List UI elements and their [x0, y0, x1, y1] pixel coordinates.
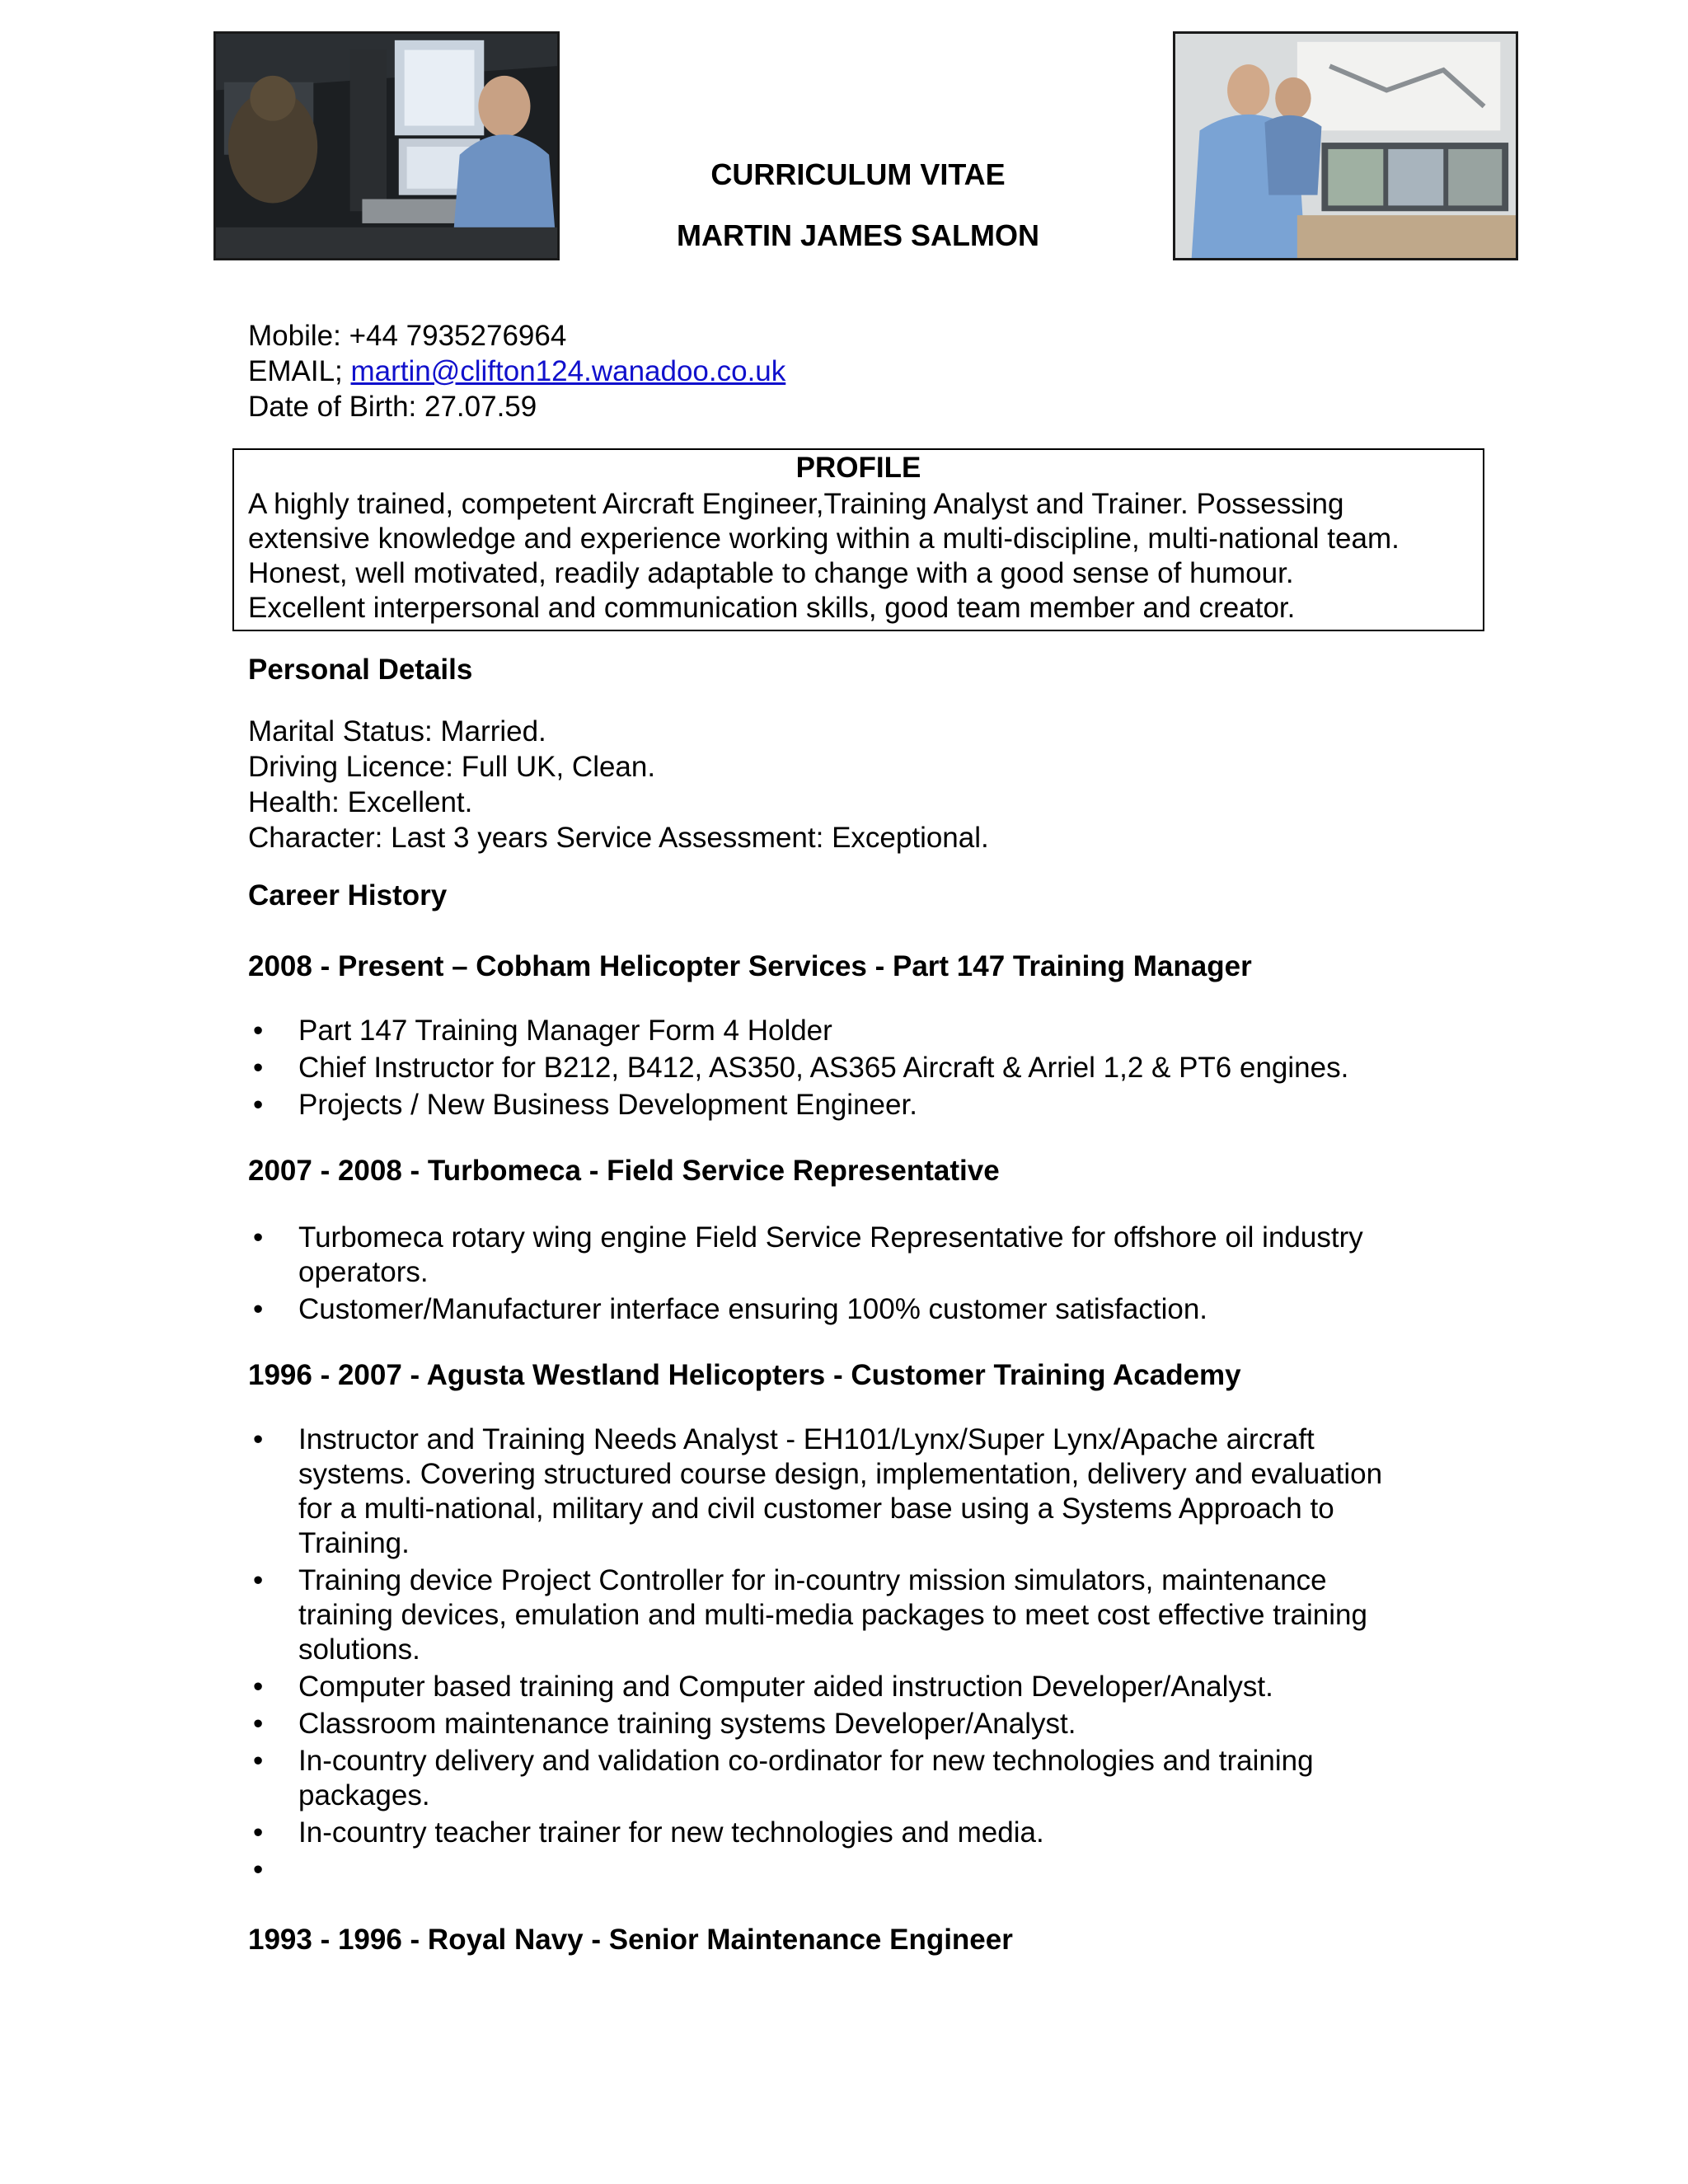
email-link[interactable]: martin@clifton124.wanadoo.co.uk	[350, 355, 786, 387]
contact-block	[248, 318, 785, 424]
job-bullets	[248, 1014, 1484, 1125]
list-item: • Computer based training and Computer aided instruction Developer/Analyst.	[253, 1671, 1273, 1703]
list-item: • Projects / New Business Development Engineer.	[253, 1089, 917, 1121]
job-bullets	[248, 1422, 1484, 1890]
list-item: • Training device Project Controller for in-country mission simulators, maintenance training devices, emulation and multi-media packages to meet cost effective training solutions.	[253, 1564, 1367, 1666]
list-item: • Chief Instructor for B212, B412, AS350, AS365 Aircraft & Arriel 1,2 & PT6 engines.	[253, 1052, 1349, 1084]
profile-box	[232, 448, 1484, 631]
list-item: • In-country teacher trainer for new technologies and media.	[253, 1816, 1044, 1849]
profile-line: extensive knowledge and experience working within a multi-discipline, multi-national team.	[248, 523, 1400, 555]
profile-line: Excellent interpersonal and communication skills, good team member and creator.	[248, 592, 1296, 624]
profile-title: PROFILE	[795, 452, 921, 484]
email-line: EMAIL; martin@clifton124.wanadoo.co.uk	[248, 355, 786, 387]
job-title: 2008 - Present – Cobham Helicopter Services - Part 147 Training Manager	[248, 950, 1252, 982]
list-item: • In-country delivery and validation co-ordinator for new technologies and training packages.	[253, 1745, 1314, 1811]
mobile-line: Mobile: +44 7935276964	[248, 320, 567, 352]
profile-text	[248, 487, 1400, 626]
job-title: 2007 - 2008 - Turbomeca - Field Service Representative	[248, 1155, 1000, 1187]
job-bullets	[248, 1221, 1484, 1329]
candidate-name: MARTIN JAMES SALMON	[677, 218, 1039, 252]
list-item: • Customer/Manufacturer interface ensuring 100% customer satisfaction.	[253, 1293, 1208, 1325]
personal-details-heading: Personal Details	[248, 654, 473, 686]
personal-line: Marital Status: Married.	[248, 715, 546, 748]
dob-value: 27.07.59	[424, 391, 537, 423]
list-item: • Instructor and Training Needs Analyst - EH101/Lynx/Super Lynx/Apache aircraft systems. Covering structured course design, implementation, delivery and evaluation for a multi-national, military and civil customer base using a Systems Approach to Training.	[253, 1423, 1383, 1559]
list-item: • Part 147 Training Manager Form 4 Holder	[253, 1015, 832, 1047]
career-history-heading: Career History	[248, 879, 448, 912]
personal-line: Driving Licence: Full UK, Clean.	[248, 751, 656, 783]
document-title: CURRICULUM VITAE	[710, 157, 1006, 191]
dob-line: Date of Birth: 27.07.59	[248, 391, 537, 423]
job-title: 1996 - 2007 - Agusta Westland Helicopters - Customer Training Academy	[248, 1359, 1241, 1391]
profile-line: Honest, well motivated, readily adaptable to change with a good sense of humour.	[248, 557, 1294, 589]
profile-line: A highly trained, competent Aircraft Engineer,Training Analyst and Trainer. Possessing	[248, 488, 1344, 520]
personal-details	[248, 714, 989, 855]
list-item: • Turbomeca rotary wing engine Field Service Representative for offshore oil industry operators.	[253, 1221, 1363, 1288]
list-item: • Classroom maintenance training systems Developer/Analyst.	[253, 1708, 1076, 1740]
personal-line: Health: Excellent.	[248, 786, 473, 818]
list-item: •	[253, 1854, 264, 1886]
job-title: 1993 - 1996 - Royal Navy - Senior Maintenance Engineer	[248, 1924, 1013, 1956]
mobile-number: +44 7935276964	[349, 320, 567, 352]
personal-line: Character: Last 3 years Service Assessment: Exceptional.	[248, 822, 989, 854]
